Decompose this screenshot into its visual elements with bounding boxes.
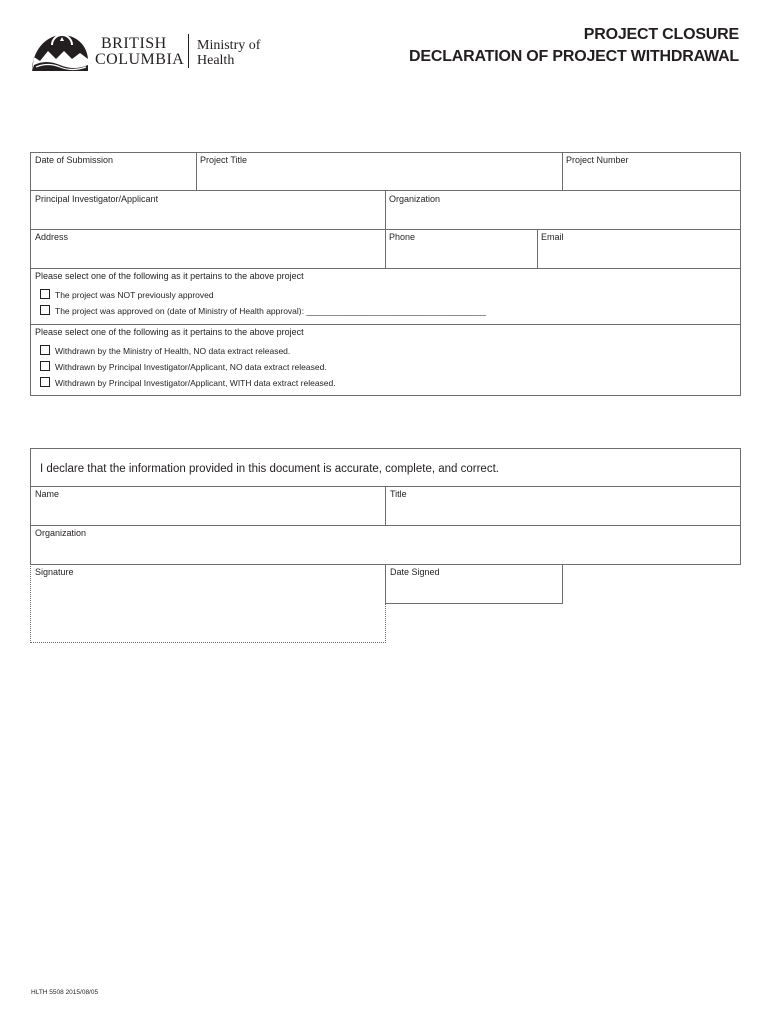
form-title <box>409 24 739 68</box>
approved-on-checkbox[interactable] <box>40 305 50 315</box>
address-field[interactable] <box>31 230 385 268</box>
ministry-line-1: Ministry of <box>197 38 261 53</box>
name-field[interactable] <box>31 487 385 525</box>
withdrawn-moh-checkbox[interactable] <box>40 345 50 355</box>
form-id-footer: HLTH 5508 2015/08/05 <box>31 989 99 996</box>
address-label: Address <box>35 232 69 242</box>
title-line-1: PROJECT CLOSURE <box>583 26 739 43</box>
declaration-organization-label: Organization <box>35 528 87 538</box>
project-number-label: Project Number <box>566 155 629 165</box>
divider <box>30 324 741 325</box>
project-title-label: Project Title <box>200 155 248 165</box>
date-of-submission-label: Date of Submission <box>35 155 114 165</box>
title-field[interactable] <box>386 487 740 525</box>
organization-label: Organization <box>389 194 441 204</box>
signature-field[interactable] <box>30 564 386 643</box>
not-approved-label: The project was NOT previously approved <box>55 290 214 300</box>
email-label: Email <box>541 232 564 242</box>
name-label: Name <box>35 489 60 499</box>
withdrawn-moh-label: Withdrawn by the Ministry of Health, NO data extract released. <box>55 346 291 356</box>
declaration-organization-field[interactable] <box>31 526 740 564</box>
withdrawn-pi-with-data-checkbox[interactable] <box>40 377 50 387</box>
withdrawn-pi-no-data-checkbox[interactable] <box>40 361 50 371</box>
title-line-2: DECLARATION OF PROJECT WITHDRAWAL <box>409 48 739 65</box>
divider <box>30 268 741 269</box>
date-signed-label: Date Signed <box>390 567 440 577</box>
ministry-line-2: Health <box>197 53 235 68</box>
phone-label: Phone <box>389 232 416 242</box>
bc-logo-icon <box>30 31 90 73</box>
principal-investigator-label: Principal Investigator/Applicant <box>35 194 159 204</box>
project-title-field[interactable] <box>197 153 562 190</box>
declaration-statement: I declare that the information provided in this document is accurate, complete, and correct. <box>40 463 499 475</box>
select-prompt-withdrawal: Please select one of the following as it pertains to the above project <box>35 327 304 337</box>
logo-line-2: COLUMBIA <box>95 51 185 68</box>
signature-label: Signature <box>35 567 74 577</box>
logo-wordmark <box>95 36 184 68</box>
withdrawn-pi-with-data-label: Withdrawn by Principal Investigator/Applicant, WITH data extract released. <box>55 378 336 388</box>
title-label: Title <box>390 489 407 499</box>
ministry-name <box>197 38 260 68</box>
approved-on-label: The project was approved on (date of Ministry of Health approval): ______________________________________ <box>55 306 486 316</box>
email-field[interactable] <box>538 230 740 268</box>
select-prompt-approval: Please select one of the following as it pertains to the above project <box>35 271 304 281</box>
logo-line-1: BRITISH <box>101 35 167 52</box>
logo-divider <box>188 34 189 68</box>
withdrawn-pi-no-data-label: Withdrawn by Principal Investigator/Applicant, NO data extract released. <box>55 362 327 372</box>
not-approved-checkbox[interactable] <box>40 289 50 299</box>
